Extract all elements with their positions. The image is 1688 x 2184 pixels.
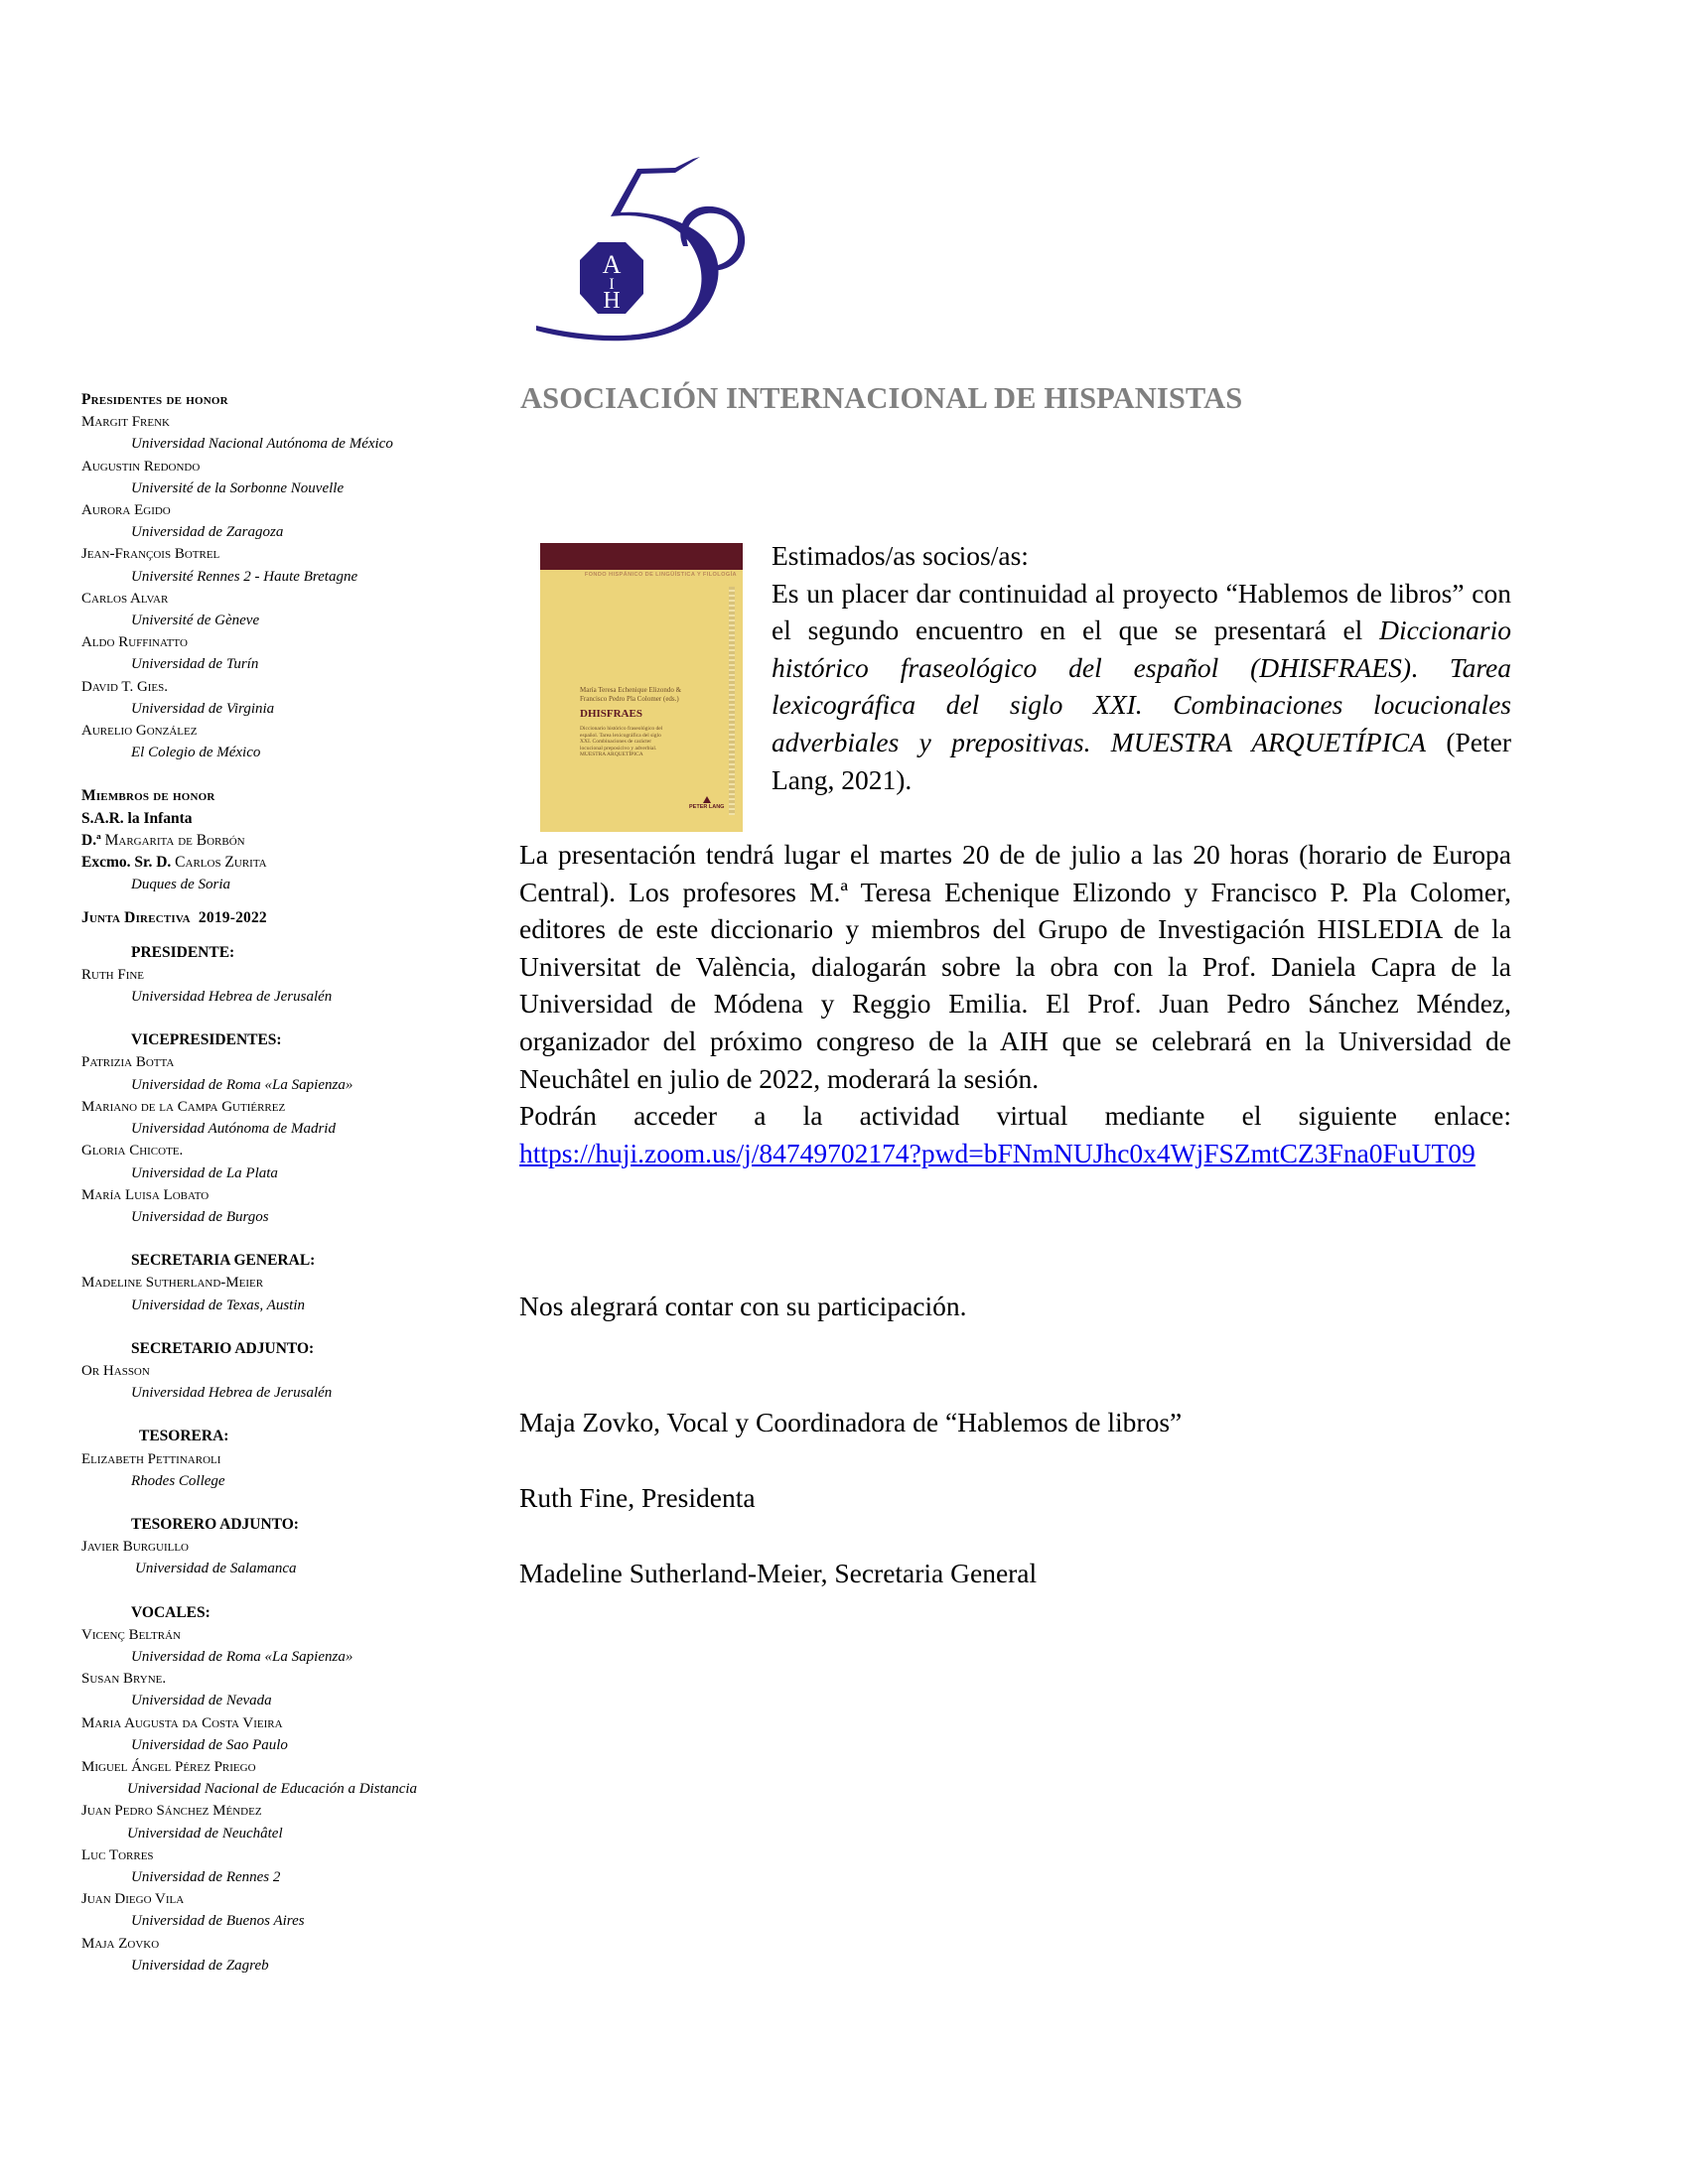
cover-title: DHISFRAES bbox=[580, 708, 642, 720]
member-name: Maria Augusta da Costa Vieira bbox=[81, 1714, 283, 1731]
zoom-meeting-link[interactable]: https://huji.zoom.us/j/84749702174?pwd=bFNmNUJhc0x4WjFSZmtCZ3Fna0FuUT09 bbox=[519, 1137, 1476, 1168]
cover-subtitle: Diccionario histórico fraseológico del español. Tarea lexicográfica del siglo XXI. Combinaciones de carácter locucional preposicivo y adverbial. MUESTRA ARQUETÍPICA bbox=[580, 726, 663, 758]
role-title: VOCALES: bbox=[131, 1603, 211, 1621]
cover-authors: María Teresa Echenique Elizondo & Francisco Pedro Pla Colomer (eds.) bbox=[580, 686, 682, 703]
section-title-miembros: Miembros de honor bbox=[81, 787, 215, 805]
miembros-affiliation: Duques de Soria bbox=[131, 877, 230, 893]
member-affiliation: Universidad Nacional de Educación a Distancia bbox=[127, 1781, 418, 1798]
letter-paragraph-1: Es un placer dar continuidad al proyecto “Hablemos de libros” con el segundo encuentro en el que se presentará el Diccionario histórico fraseológico del español (DHISFRAES). Tarea lexicográfica del siglo XXI. Combinaciones locucionales adverbiales y prepositivas. MUESTRA ARQUETÍPICA (Peter Lang, 2021). bbox=[772, 577, 1512, 795]
presidente-name: Augustin Redondo bbox=[81, 458, 201, 475]
member-name: Juan Diego Vila bbox=[81, 1891, 185, 1908]
member-name: Gloria Chicote. bbox=[81, 1143, 184, 1160]
member-name: Patrizia Botta bbox=[81, 1054, 175, 1071]
member-affiliation: Universidad de Roma «La Sapienza» bbox=[131, 1648, 353, 1665]
miembro-margarita: D.ª Margarita de Borbón bbox=[81, 831, 245, 849]
member-affiliation: Universidad de La Plata bbox=[131, 1164, 278, 1181]
book-cover-image bbox=[540, 543, 743, 832]
presidente-affiliation: Université Rennes 2 - Haute Bretagne bbox=[131, 568, 358, 585]
member-name: Maja Zovko bbox=[81, 1935, 160, 1952]
member-name: Susan Bryne. bbox=[81, 1671, 167, 1688]
member-affiliation: Universidad Hebrea de Jerusalén bbox=[131, 989, 333, 1006]
presidente-name: Jean-François Botrel bbox=[81, 546, 220, 563]
member-name: Or Hasson bbox=[81, 1362, 150, 1379]
member-affiliation: Rhodes College bbox=[131, 1472, 225, 1489]
member-affiliation: Universidad Hebrea de Jerusalén bbox=[131, 1385, 333, 1402]
member-name: Ruth Fine bbox=[81, 966, 145, 983]
member-affiliation: Universidad de Nevada bbox=[131, 1693, 272, 1709]
organization-title: ASOCIACIÓN INTERNACIONAL DE HISPANISTAS bbox=[520, 381, 1243, 415]
presidente-affiliation: Université de la Sorbonne Nouvelle bbox=[131, 479, 345, 496]
aih-50-logo bbox=[526, 149, 755, 357]
member-affiliation: Universidad de Zagreb bbox=[131, 1957, 269, 1974]
cover-band bbox=[540, 543, 743, 570]
section-title-presidentes: Presidentes de honor bbox=[81, 391, 228, 408]
signature-coordinadora: Maja Zovko, Vocal y Coordinadora de “Hablemos de libros” bbox=[519, 1407, 1183, 1437]
signature-presidenta: Ruth Fine, Presidenta bbox=[519, 1482, 756, 1513]
member-affiliation: Universidad de Burgos bbox=[131, 1208, 269, 1225]
letter-closing: Nos alegrará contar con su participación. bbox=[519, 1291, 967, 1321]
presidentes-list bbox=[81, 411, 508, 763]
logo-letter-a: A bbox=[602, 250, 622, 279]
member-name: Luc Torres bbox=[81, 1846, 154, 1863]
presidente-affiliation: Universidad de Virginia bbox=[131, 700, 275, 717]
cover-publisher: PETER LANG bbox=[689, 796, 724, 810]
logo-letter-i: I bbox=[609, 276, 615, 293]
member-name: Elizabeth Pettinaroli bbox=[81, 1450, 221, 1467]
presidente-name: Margit Frenk bbox=[81, 414, 170, 431]
member-name: Madeline Sutherland-Meier bbox=[81, 1275, 264, 1292]
role-title: TESORERA: bbox=[139, 1428, 229, 1445]
role-title: TESORERO ADJUNTO: bbox=[131, 1515, 299, 1533]
presidente-affiliation: Universidad de Turín bbox=[131, 656, 259, 673]
presidente-affiliation: Universidad Nacional Autónoma de México bbox=[131, 436, 393, 453]
role-title: SECRETARIA GENERAL: bbox=[131, 1252, 316, 1270]
signature-secretaria: Madeline Sutherland-Meier, Secretaria General bbox=[519, 1558, 1038, 1588]
member-affiliation: Universidad de Sao Paulo bbox=[131, 1736, 288, 1753]
letter-greeting: Estimados/as socios/as: bbox=[772, 540, 1029, 571]
member-name: Vicenç Beltrán bbox=[81, 1626, 181, 1643]
presidente-affiliation: El Colegio de México bbox=[131, 745, 261, 761]
sidebar-board-list bbox=[81, 389, 508, 1977]
member-affiliation: Universidad de Rennes 2 bbox=[131, 1868, 281, 1885]
member-affiliation: Universidad de Salamanca bbox=[135, 1561, 297, 1577]
presidente-name: Aurora Egido bbox=[81, 502, 171, 519]
letter-paragraph-2: La presentación tendrá lugar el martes 20 de de julio a las 20 horas (horario de Europa Central). Los profesores M.ª Teresa Echenique Elizondo y Francisco P. Pla Colomer, editores de este diccionario y miembros del Grupo de Investigación HISLEDIA de la Universitat de València, dialogarán sobre la obra con la Prof. Daniela Capra de la Universidad de Módena y Reggio Emilia. El Prof. Juan Pedro Sánchez Méndez, organizador del próximo congreso de la AIH que se celebrará en la Universidad de Neuchâtel en julio de 2022, moderará la sesión. bbox=[519, 839, 1511, 1094]
logo-letter-h: H bbox=[603, 288, 621, 314]
member-affiliation: Universidad de Roma «La Sapienza» bbox=[131, 1076, 353, 1093]
letter-body bbox=[519, 836, 1511, 1171]
publisher-logo-icon bbox=[703, 796, 711, 803]
cover-series: FONDO HISPÁNICO DE LINGÜÍSTICA Y FILOLOGÍA bbox=[584, 572, 737, 578]
member-affiliation: Universidad de Neuchâtel bbox=[127, 1825, 283, 1842]
presidente-name: Aurelio González bbox=[81, 723, 198, 740]
cover-spine-text bbox=[729, 587, 735, 815]
letter-intro bbox=[772, 537, 1511, 798]
role-title: SECRETARIO ADJUNTO: bbox=[131, 1339, 315, 1357]
member-name: Miguel Ángel Pérez Priego bbox=[81, 1758, 256, 1775]
presidente-affiliation: Universidad de Zaragoza bbox=[131, 524, 284, 541]
presidente-name: Carlos Alvar bbox=[81, 590, 169, 607]
miembro-zurita: Excmo. Sr. D. Carlos Zurita bbox=[81, 854, 267, 872]
miembro-infanta: S.A.R. la Infanta bbox=[81, 809, 193, 827]
member-name: María Luisa Lobato bbox=[81, 1186, 210, 1203]
member-name: Juan Pedro Sánchez Méndez bbox=[81, 1803, 262, 1820]
member-affiliation: Universidad de Texas, Austin bbox=[131, 1297, 305, 1313]
presidente-name: Aldo Ruffinatto bbox=[81, 634, 188, 651]
letter-paragraph-3: Podrán acceder a la actividad virtual mediante el siguiente enlace: bbox=[519, 1100, 1511, 1132]
member-affiliation: Universidad de Buenos Aires bbox=[131, 1913, 305, 1930]
role-title: PRESIDENTE: bbox=[131, 943, 235, 961]
member-name: Mariano de la Campa Gutiérrez bbox=[81, 1098, 286, 1115]
role-title: VICEPRESIDENTES: bbox=[131, 1031, 282, 1049]
junta-roles bbox=[81, 942, 508, 1977]
section-title-junta: Junta Directiva 2019-2022 bbox=[81, 909, 267, 927]
presidente-name: David T. Gies. bbox=[81, 678, 169, 695]
member-affiliation: Universidad Autónoma de Madrid bbox=[131, 1121, 336, 1138]
member-name: Javier Burguillo bbox=[81, 1539, 189, 1556]
presidente-affiliation: Université de Gèneve bbox=[131, 613, 260, 629]
